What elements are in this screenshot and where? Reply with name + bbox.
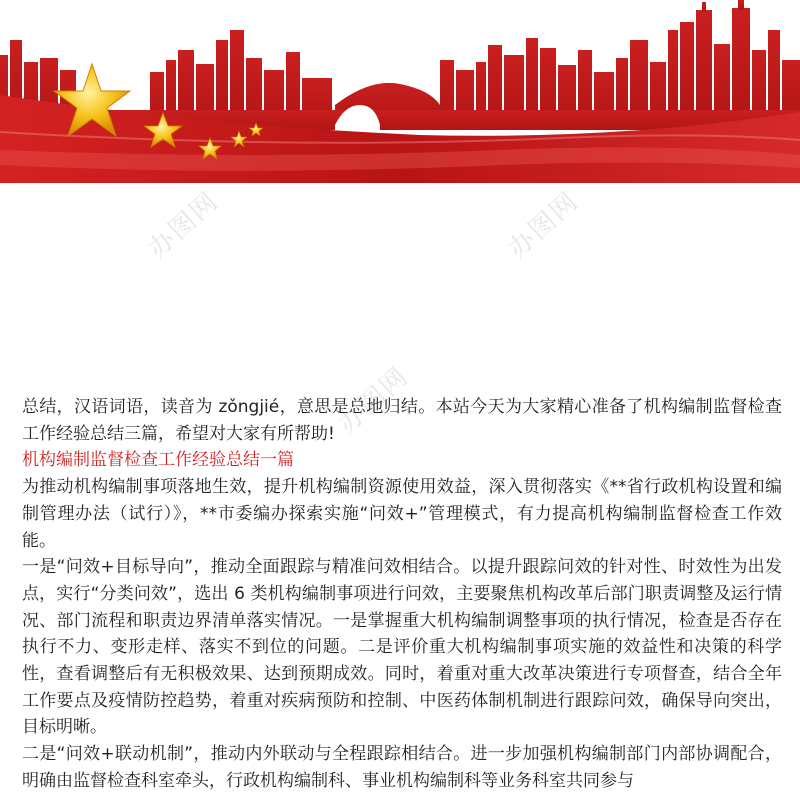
article-body	[22, 394, 782, 795]
watermark-text: 办图网	[332, 361, 415, 440]
body-paragraph: 为推动机构编制事项落地生效，提升机构编制资源使用效益，深入贯彻落实《**省行政机构设置和编制管理办法（试行）》，**市委编办探索实施“问效+”管理模式，有力提高机构编制监督检查工作效能。	[22, 477, 782, 551]
section-title: 机构编制监督检查工作经验总结一篇	[22, 450, 294, 471]
body-paragraph: 一是“问效+目标导向”，推动全面跟踪与精准问效相结合。以提升跟踪问效的针对性、时效性为出发点，实行“分类问效”，选出 6 类机构编制事项进行问效，主要聚焦机构改革后部门职责调整及运行情况、部门流程和职责边界清单落实情况。一是掌握重大机构编制调整事项的执行情况，检查是否存在执行不力、变形走样、落实不到位的问题。二是评价重大机构编制事项实施的效益性和决策的科学性，查看调整后有无积极效果、达到预期成效。同时，着重对重大改革决策进行专项督查，结合全年工作要点及疫情防控趋势，着重对疾病预防和控制、中医药体制机制进行跟踪问效，确保导向突出，目标明晰。	[22, 557, 782, 738]
watermark-text: 办图网	[142, 186, 225, 265]
skyline	[0, 0, 800, 130]
city-skyline-banner	[0, 0, 800, 190]
header-banner	[0, 0, 800, 190]
watermark-text: 办图网	[502, 186, 585, 265]
intro-paragraph: 总结，汉语词语，读音为 zǒngjié，意思是总地归结。本站今天为大家精心准备了机构编制监督检查工作经验总结三篇，希望对大家有所帮助!	[22, 397, 782, 444]
body-paragraph: 二是“问效+联动机制”，推动内外联动与全程跟踪相结合。进一步加强机构编制部门内部协调配合，明确由监督检查科室牵头，行政机构编制科、事业机构编制科等业务科室共同参与	[22, 744, 782, 791]
